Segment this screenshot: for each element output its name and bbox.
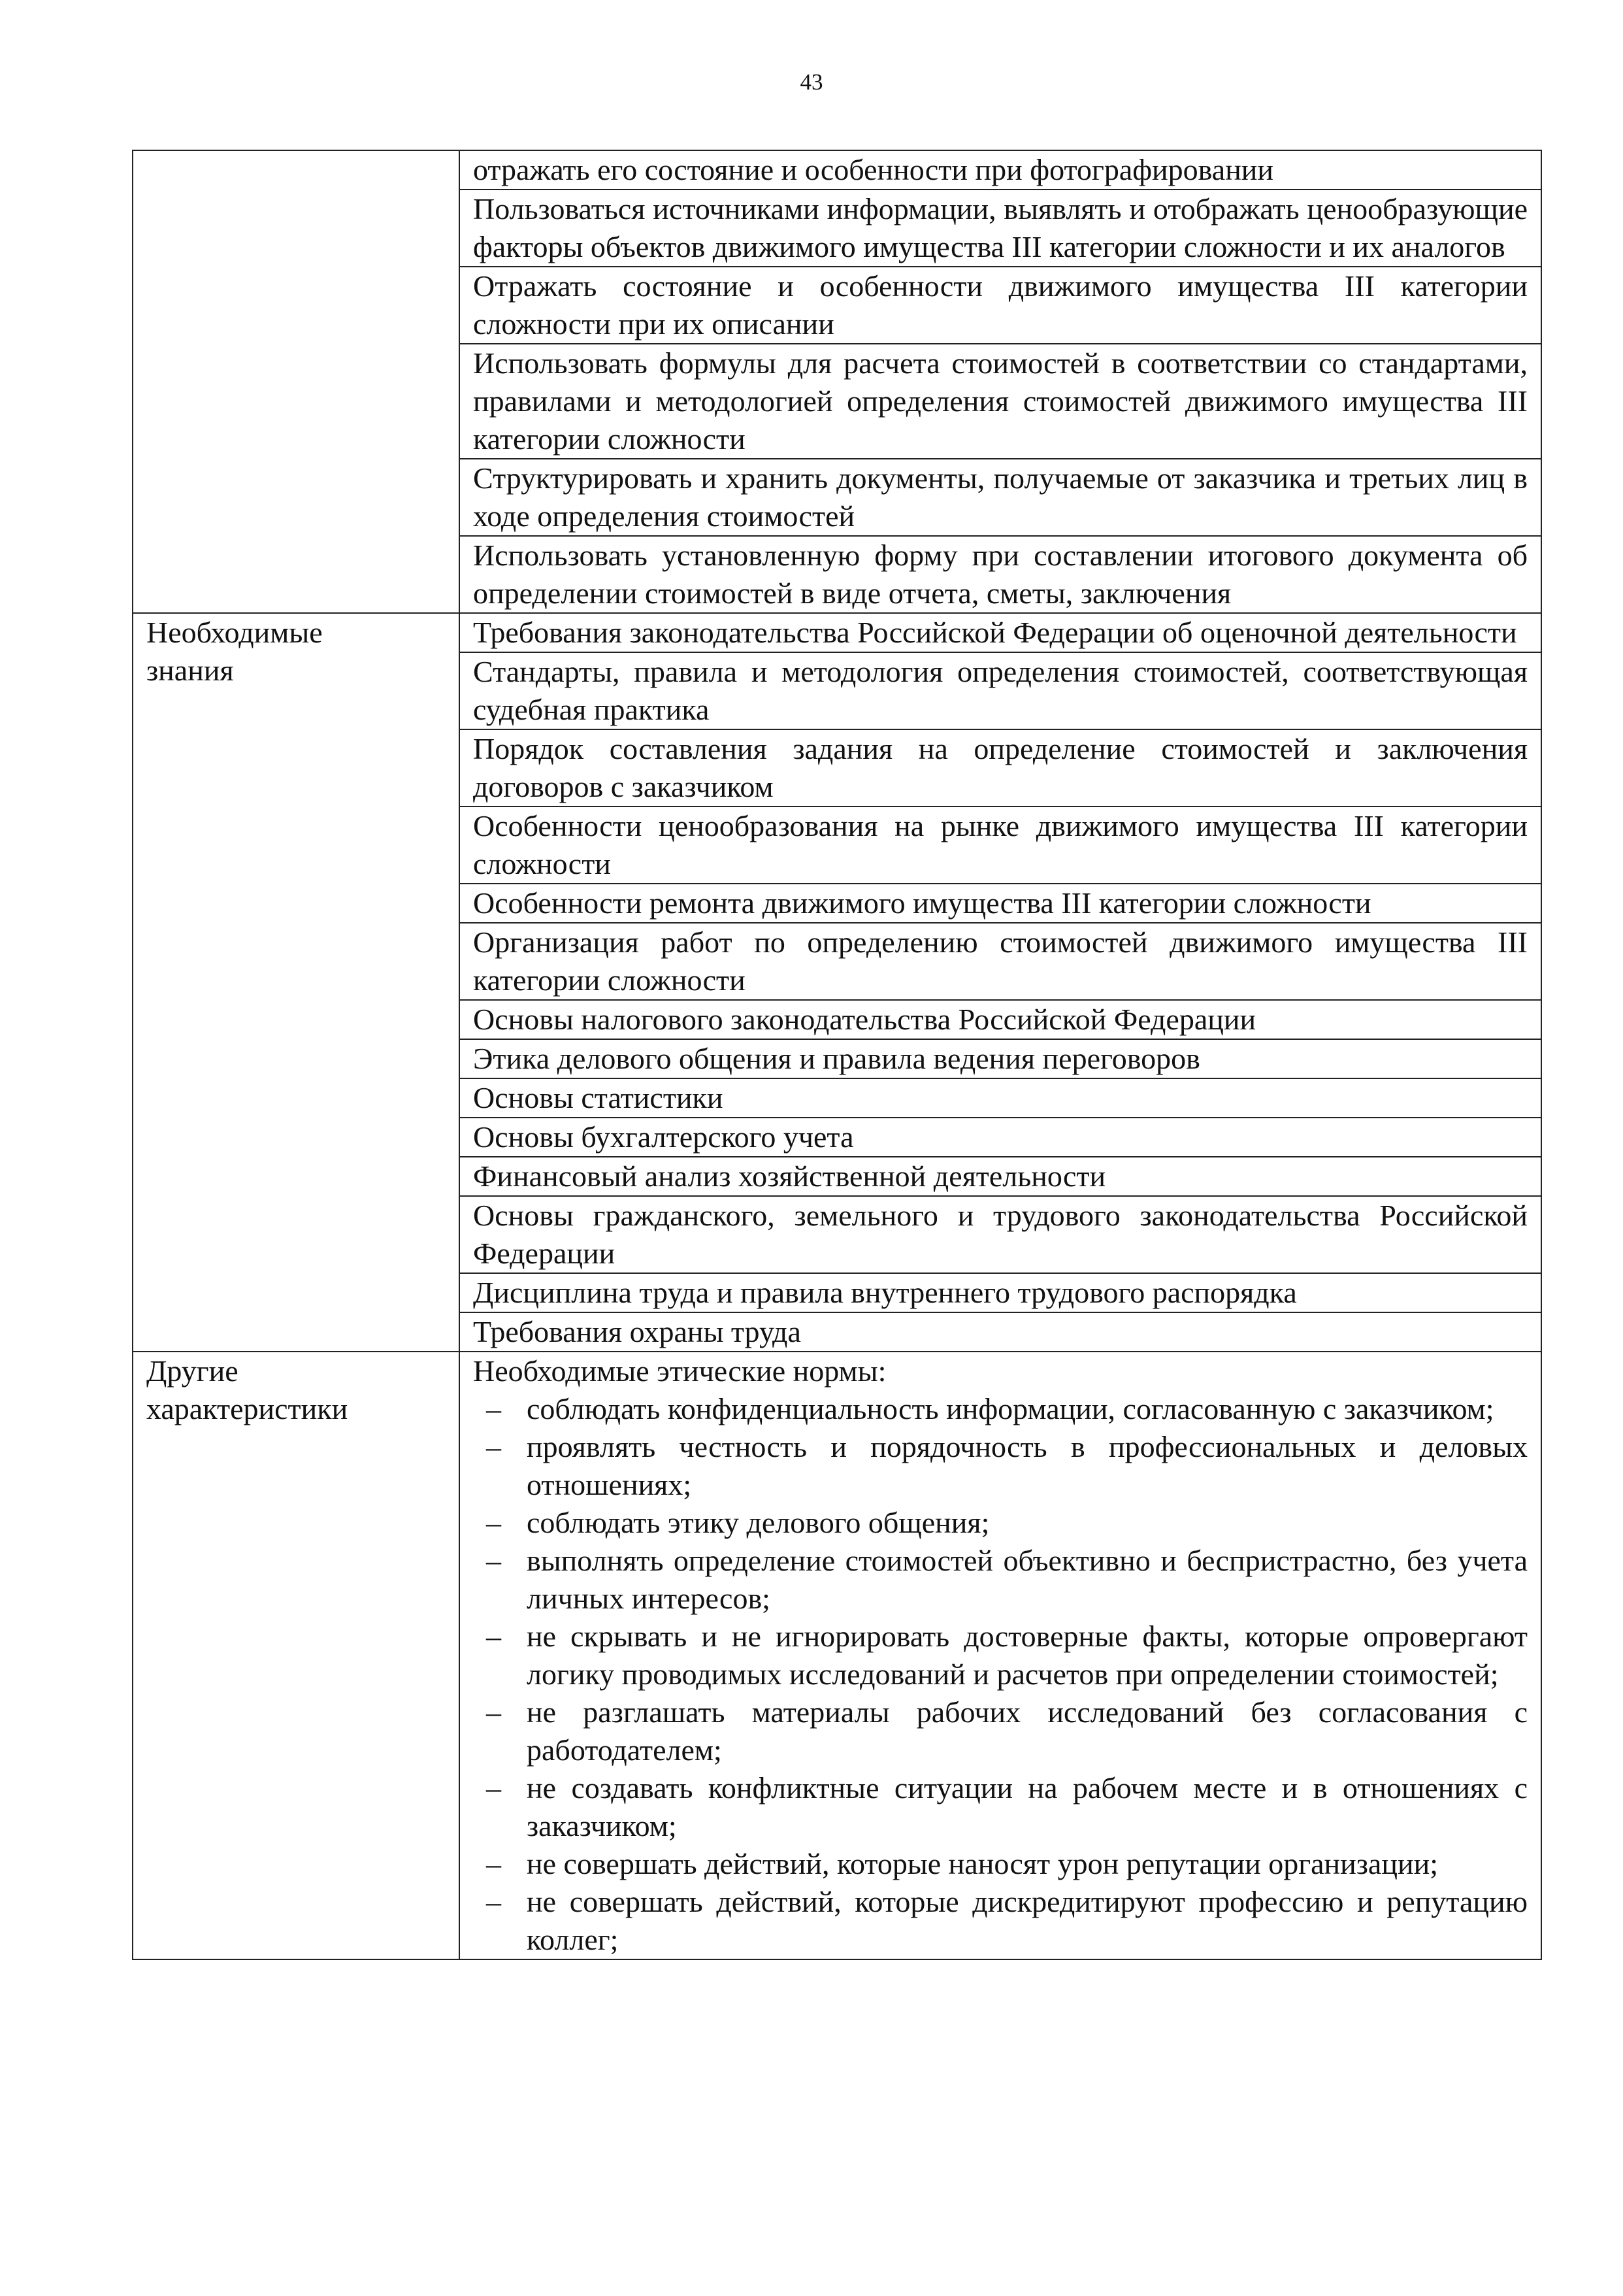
requirement-cell: Основы налогового законодательства Российской Федерации	[459, 1000, 1541, 1039]
section-label: Необходимые знания	[146, 616, 323, 687]
table-row	[133, 150, 1541, 190]
dash-bullet: –	[486, 1695, 501, 1729]
requirement-cell: Особенности ценообразования на рынке движимого имущества III категории сложности	[459, 807, 1541, 884]
list-item	[473, 1542, 1528, 1618]
list-item-text: не разглашать материалы рабочих исследований без согласования с работодателем;	[527, 1695, 1528, 1767]
ethics-cell	[459, 1352, 1541, 1959]
table-body	[133, 150, 1541, 1959]
list-item-text: соблюдать этику делового общения;	[527, 1506, 990, 1539]
requirement-cell: Основы гражданского, земельного и трудового законодательства Российской Федерации	[459, 1196, 1541, 1273]
dash-bullet: –	[486, 1544, 501, 1577]
requirement-cell: Основы статистики	[459, 1078, 1541, 1118]
requirement-cell: Требования законодательства Российской Федерации об оценочной деятельности	[459, 613, 1541, 652]
dash-bullet: –	[486, 1430, 501, 1463]
table-row	[133, 613, 1541, 652]
list-item	[473, 1769, 1528, 1845]
list-item	[473, 1504, 1528, 1542]
dash-bullet: –	[486, 1847, 501, 1880]
requirement-cell: Использовать формулы для расчета стоимостей в соответствии со стандартами, правилами и методологией определения стоимостей движимого имущества III категории сложности	[459, 344, 1541, 459]
table-row	[133, 1352, 1541, 1959]
ethics-intro: Необходимые этические нормы:	[473, 1354, 887, 1388]
list-item	[473, 1883, 1528, 1959]
list-item	[473, 1618, 1528, 1693]
requirement-cell: Пользоваться источниками информации, выявлять и отображать ценообразующие факторы объектов движимого имущества III категории сложности и их аналогов	[459, 190, 1541, 267]
list-item-text: соблюдать конфиденциальность информации, согласованную с заказчиком;	[527, 1392, 1494, 1425]
requirement-cell: Отражать состояние и особенности движимого имущества III категории сложности при их описании	[459, 267, 1541, 344]
section-label: Другие характеристики	[146, 1354, 348, 1425]
list-item-text: выполнять определение стоимостей объективно и беспристрастно, без учета личных интересов;	[527, 1544, 1528, 1615]
ethics-list	[473, 1390, 1528, 1959]
page-number: 43	[800, 69, 823, 95]
list-item-text: проявлять честность и порядочность в профессиональных и деловых отношениях;	[527, 1430, 1528, 1501]
dash-bullet: –	[486, 1392, 501, 1425]
list-item-text: не скрывать и не игнорировать достоверные факты, которые опровергают логику проводимых исследований и расчетов при определении стоимостей;	[527, 1620, 1528, 1691]
requirement-cell: Порядок составления задания на определение стоимостей и заключения договоров с заказчиком	[459, 729, 1541, 807]
section-label-cell	[133, 150, 459, 613]
dash-bullet: –	[486, 1885, 501, 1918]
section-label-cell	[133, 1352, 459, 1959]
list-item-text: не создавать конфликтные ситуации на рабочем месте и в отношениях с заказчиком;	[527, 1771, 1528, 1842]
requirement-cell: Стандарты, правила и методология определения стоимостей, соответствующая судебная практика	[459, 652, 1541, 729]
requirement-cell: отражать его состояние и особенности при фотографировании	[459, 150, 1541, 190]
requirement-cell: Этика делового общения и правила ведения переговоров	[459, 1039, 1541, 1078]
requirement-cell: Финансовый анализ хозяйственной деятельности	[459, 1157, 1541, 1196]
requirement-cell: Особенности ремонта движимого имущества III категории сложности	[459, 884, 1541, 923]
requirement-cell: Структурировать и хранить документы, получаемые от заказчика и третьих лиц в ходе определения стоимостей	[459, 459, 1541, 536]
list-item-text: не совершать действий, которые наносят урон репутации организации;	[527, 1847, 1438, 1880]
list-item	[473, 1693, 1528, 1769]
requirement-cell: Основы бухгалтерского учета	[459, 1118, 1541, 1157]
section-label-cell	[133, 613, 459, 1352]
list-item-text: не совершать действий, которые дискредитируют профессию и репутацию коллег;	[527, 1885, 1528, 1956]
requirement-cell: Дисциплина труда и правила внутреннего трудового распорядка	[459, 1273, 1541, 1312]
dash-bullet: –	[486, 1620, 501, 1653]
competency-table	[132, 150, 1542, 1960]
list-item	[473, 1428, 1528, 1504]
list-item	[473, 1390, 1528, 1428]
dash-bullet: –	[486, 1506, 501, 1539]
list-item	[473, 1845, 1528, 1883]
dash-bullet: –	[486, 1771, 501, 1805]
requirement-cell: Требования охраны труда	[459, 1312, 1541, 1352]
requirement-cell: Организация работ по определению стоимостей движимого имущества III категории сложности	[459, 923, 1541, 1000]
requirement-cell: Использовать установленную форму при составлении итогового документа об определении стоимостей в виде отчета, сметы, заключения	[459, 536, 1541, 613]
